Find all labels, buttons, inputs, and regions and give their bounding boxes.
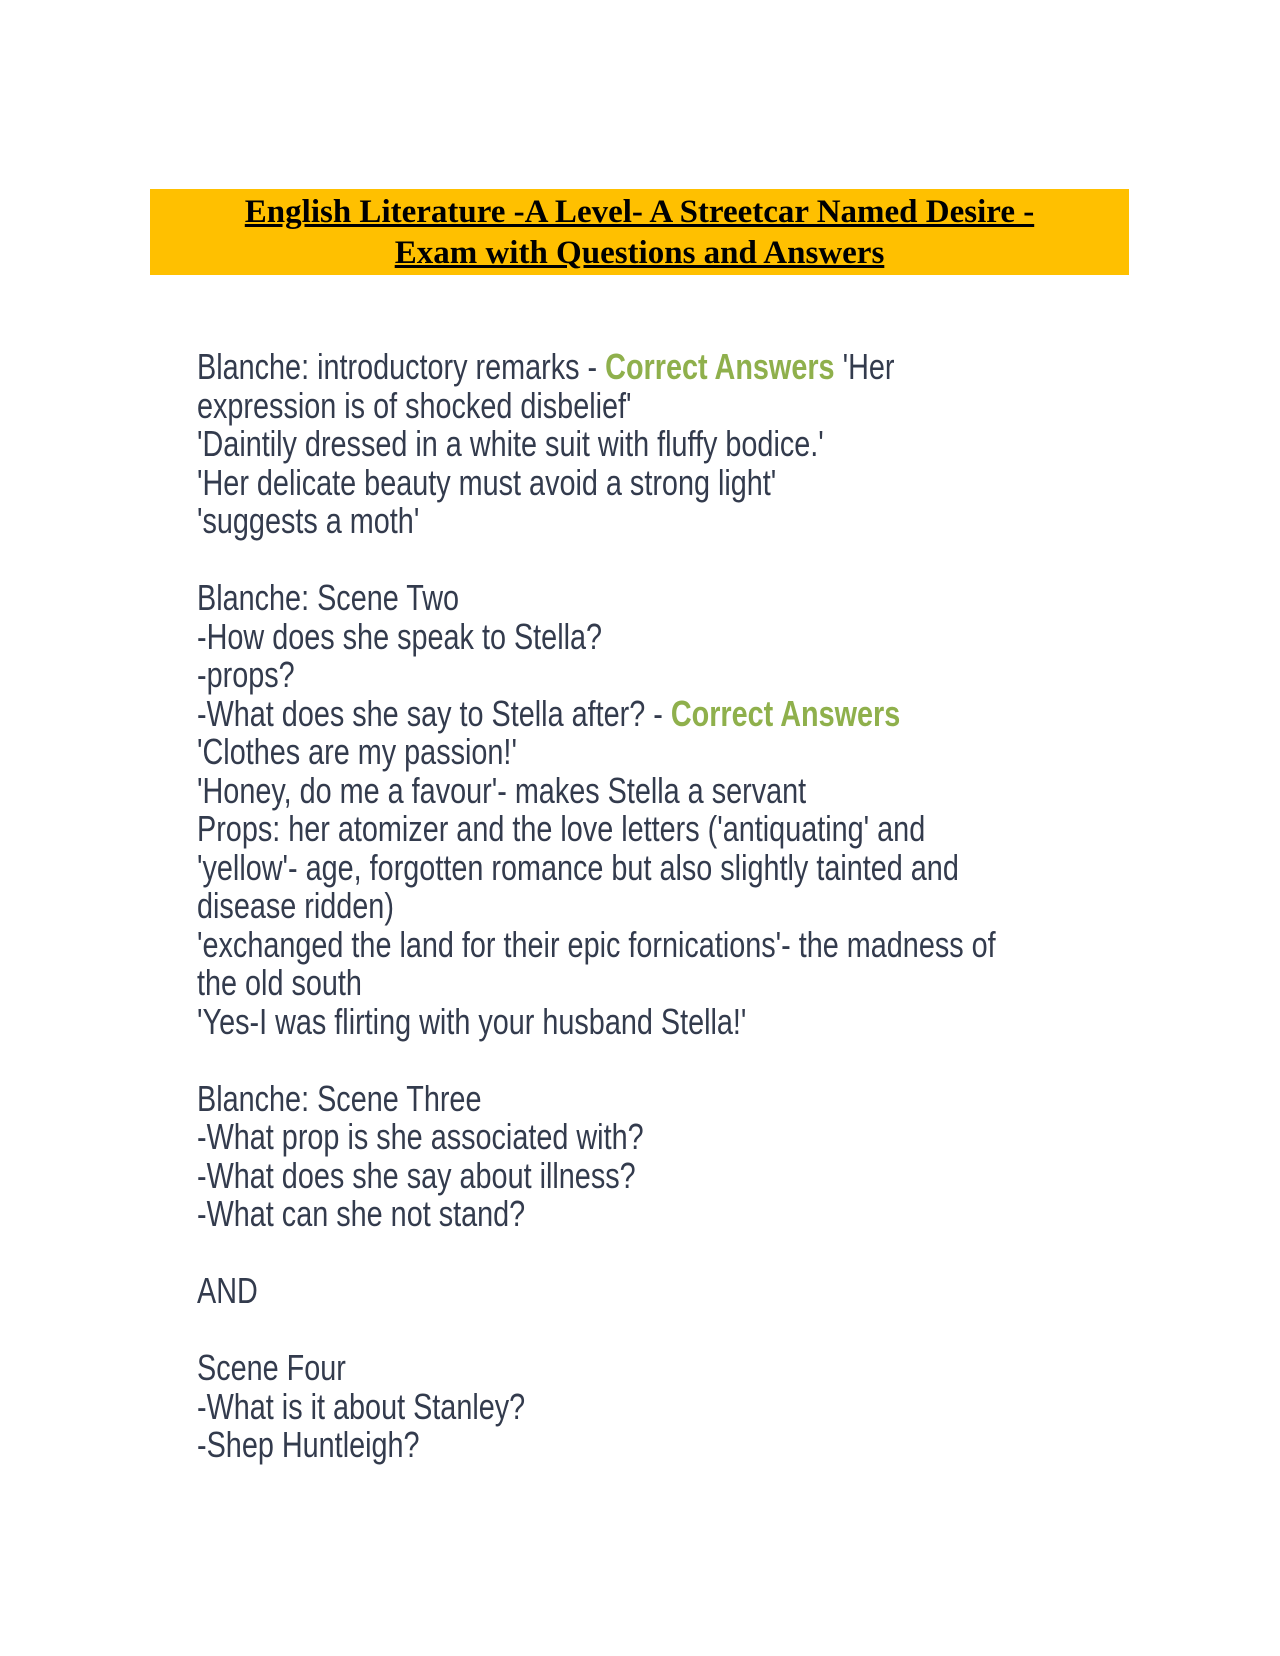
text-line — [197, 579, 1237, 618]
text-line — [197, 887, 1237, 926]
text-segment: Props: her atomizer and the love letters ('antiquating' and — [197, 808, 926, 849]
text-line — [197, 964, 1237, 1003]
text-line — [197, 1272, 1237, 1311]
text-line — [197, 1118, 1237, 1157]
text-line — [197, 1426, 1237, 1465]
text-segment: 'exchanged the land for their epic fornications'- the madness of — [197, 923, 996, 965]
text-segment: -What can she not stand? — [197, 1193, 526, 1234]
text-line — [197, 348, 1237, 387]
title-banner — [150, 189, 1129, 275]
text-segment: the old south — [197, 962, 362, 1003]
text-segment: 'Clothes are my passion!' — [197, 731, 517, 772]
text-line — [197, 692, 1237, 734]
text-segment: 'Her — [834, 346, 895, 387]
text-line — [197, 1154, 1237, 1196]
text-segment: Scene Four — [197, 1347, 346, 1388]
text-line — [197, 923, 1237, 965]
text-line — [197, 769, 1237, 811]
blank-line — [197, 1041, 1237, 1080]
text-line — [197, 384, 1237, 426]
text-segment: 'yellow'- age, forgotten romance but also slightly tainted and — [197, 846, 959, 888]
text-segment: Blanche: Scene Three — [197, 1077, 482, 1119]
text-segment: -What is it about Stanley? — [197, 1385, 526, 1427]
text-line — [197, 1349, 1237, 1388]
document-title-line-2: Exam with Questions and Answers — [394, 235, 885, 271]
text-segment: -Shep Huntleigh? — [197, 1424, 420, 1465]
text-segment: -How does she speak to Stella? — [197, 615, 603, 657]
blank-line — [197, 541, 1237, 580]
text-line — [197, 810, 1237, 849]
text-line — [197, 615, 1237, 657]
text-segment: -What prop is she associated with? — [197, 1116, 644, 1157]
text-segment: -props? — [197, 654, 295, 695]
text-segment: Blanche: Scene Two — [197, 577, 460, 618]
text-segment: 'Yes-I was flirting with your husband Stella!' — [197, 1000, 747, 1042]
text-segment: -What does she say about illness? — [197, 1154, 636, 1196]
text-segment: 'Daintily dressed in a white suit with fluffy bodice.' — [197, 423, 824, 464]
text-segment: disease ridden) — [197, 885, 394, 926]
document-title-line-1: English Literature -A Level- A Streetcar Named Desire - — [244, 194, 1035, 230]
text-segment: -What does she say to Stella after? - — [197, 692, 671, 734]
text-line — [197, 1000, 1237, 1042]
blank-line — [197, 1234, 1237, 1273]
text-line — [197, 461, 1237, 503]
text-segment: Blanche: introductory remarks - — [197, 346, 606, 387]
text-line — [197, 1077, 1237, 1119]
text-segment: expression is of shocked disbelief' — [197, 384, 632, 426]
text-segment: 'Her delicate beauty must avoid a strong light' — [197, 461, 777, 503]
text-segment: 'suggests a moth' — [197, 500, 420, 541]
text-line — [197, 1385, 1237, 1427]
text-line — [197, 1195, 1237, 1234]
document-lines — [197, 348, 1237, 1465]
text-segment: 'Honey, do me a favour'- makes Stella a servant — [197, 769, 807, 811]
correct-answers-label: Correct Answers — [605, 346, 835, 387]
text-line — [197, 425, 1237, 464]
text-line — [197, 656, 1237, 695]
blank-line — [197, 1311, 1237, 1350]
text-line — [197, 733, 1237, 772]
text-line — [197, 846, 1237, 888]
correct-answers-label: Correct Answers — [670, 692, 901, 734]
text-segment: AND — [197, 1270, 258, 1311]
text-line — [197, 502, 1237, 541]
